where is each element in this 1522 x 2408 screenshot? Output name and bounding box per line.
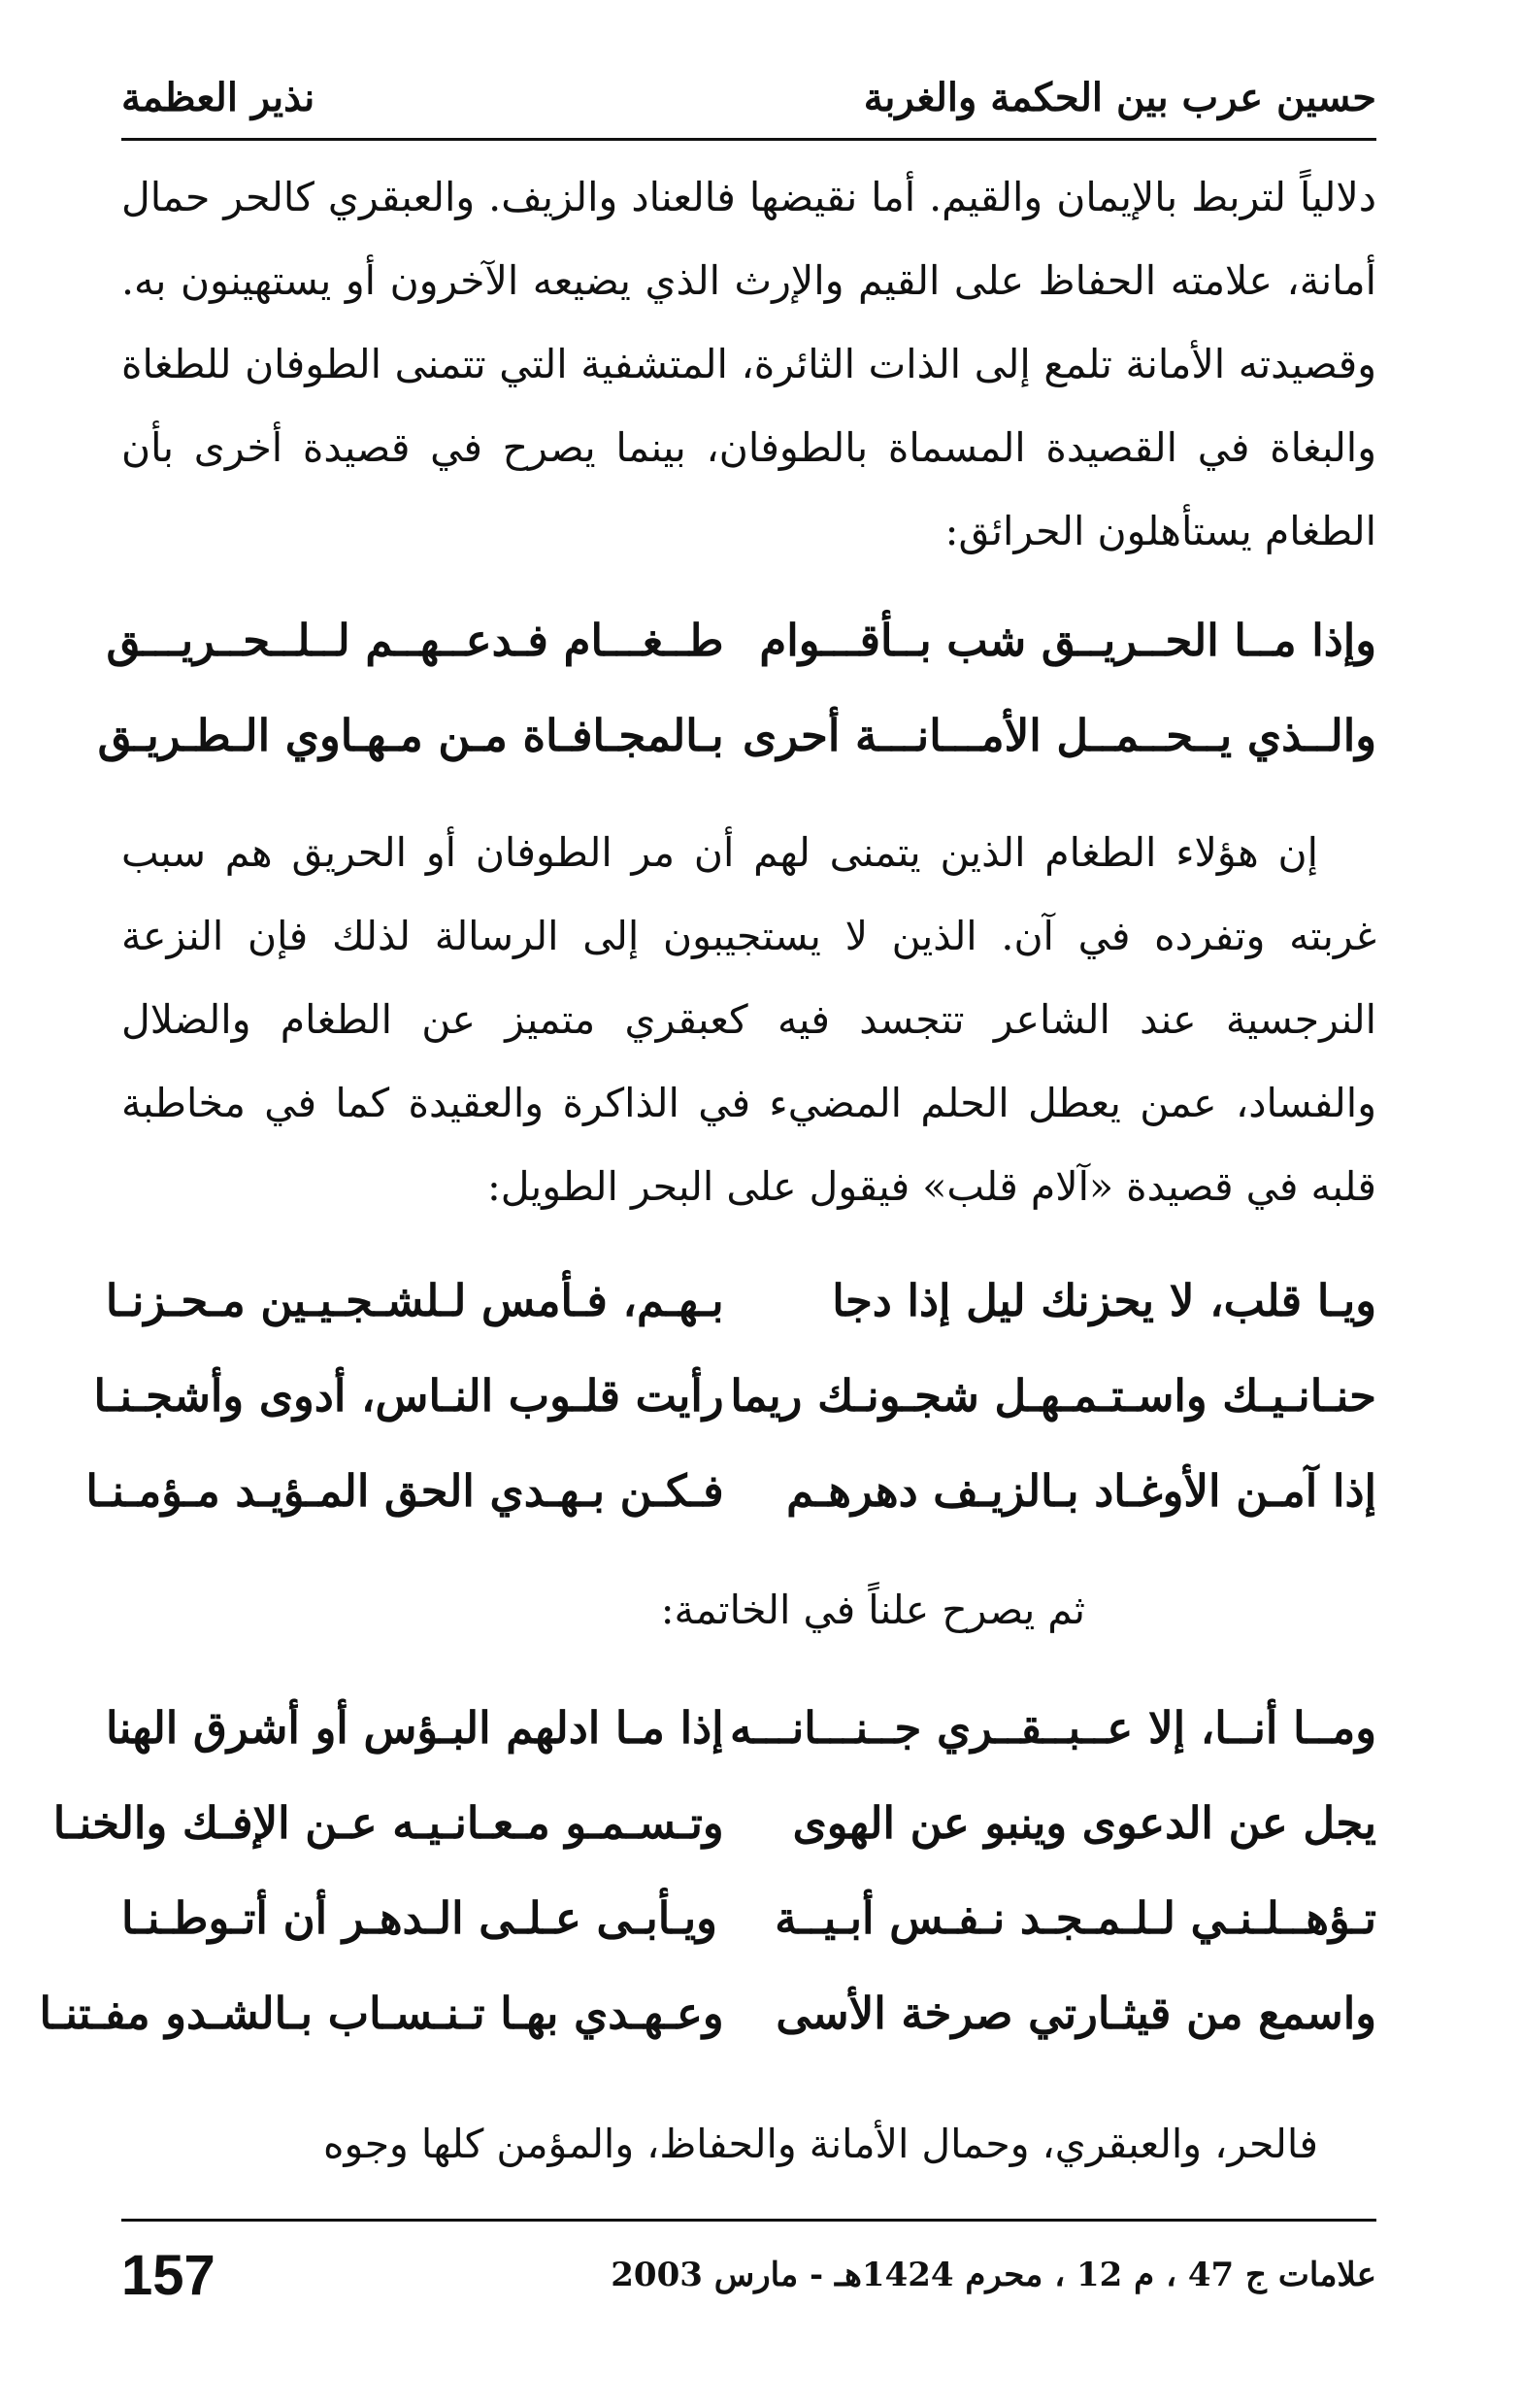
header-book-title: حسين عرب بين الحكمة والغربة (863, 74, 1376, 120)
verse-line (121, 1870, 1376, 1965)
journal-issue: علامات ج 47 ، م 12 ، محرم 1424هـ - مارس 2003 (611, 2256, 1376, 2294)
paragraph-4 (121, 2102, 1376, 2186)
verse-second-hemistich: فـكـن بـهـدي الحق المـؤيـد مـؤمـنـا (85, 1464, 724, 1517)
running-footer (121, 2231, 1376, 2319)
verse-line (85, 1443, 1376, 1538)
paragraph-4-text: فالحر، والعبقري، وحمال الأمانة والحفاظ، والمؤمن كلها وجوه (323, 2121, 1318, 2167)
verse-second-hemistich: وتـسـمـو مـعـانـيـه عـن الإفـك والخنـا (52, 1796, 724, 1849)
footer-rule (121, 2219, 1376, 2222)
header-author: نذير العظمة (121, 74, 315, 120)
verse-first-hemistich: ومــا أنــا، إلا عــبــقــري جــنـــانـــه (730, 1701, 1376, 1754)
verse-first-hemistich: ويـا قلب، لا يحزنك ليل إذا دجا (832, 1274, 1376, 1326)
verse-first-hemistich: واسمع من قيثـارتي صرخة الأسى (776, 1987, 1376, 2039)
verse-first-hemistich: وإذا مــا الحــريــق شب بــأقـــوام (759, 614, 1376, 666)
paragraph-3-text: ثم يصرح علناً في الخاتمة: (660, 1587, 1085, 1633)
verse-line (97, 687, 1376, 783)
paragraph-3 (121, 1568, 1376, 1652)
verse-first-hemistich: إذا آمـن الأوغـاد بـالزيـف دهرهـم (786, 1464, 1376, 1517)
verse-line (39, 1965, 1376, 2060)
paragraph-2 (121, 811, 1376, 1228)
verse-line (106, 1680, 1376, 1775)
verse-first-hemistich: والــذي يــحــمــل الأمـــانـــة أحرى (742, 709, 1376, 761)
paragraph-2-text: إن هؤلاء الطغام الذين يتمنى لهم أن مر الطوفان أو الحريق هم سبب غربته وتفرده في آن. الذين لا يستجيبون إلى الرسالة لذلك فإن النزعة النرجسية عند الشاعر تتجسد فيه كعبقري متميز عن الطغام والضلال والفساد، عمن يعطل الحلم المضيء في الذاكرة والعقيدة كما في مخاطبة قلبه في قصيدة «آلام قلب» فيقول على البحر الطويل: (121, 829, 1376, 1210)
page-number: 157 (121, 2243, 215, 2307)
verse-line (106, 592, 1376, 687)
verse-line (105, 1253, 1376, 1348)
paragraph-1 (121, 155, 1376, 573)
paragraph-1-text: دلالياً لتربط بالإيمان والقيم. أما نقيضها فالعناد والزيف. والعبقري كالحر حمال أمانة، علامته الحفاظ على القيم والإرث الذي يضيعه الآخرون أو يستهينون به. وقصيدته الأمانة تلمع إلى الذات الثائرة، المتشفية التي تتمنى الطوفان للطغاة والبغاة في القصيدة المسماة بالطوفان، بينما يصرح في قصيدة أخرى بأن الطغام يستأهلون الحرائق: (121, 174, 1376, 554)
running-header (121, 58, 1376, 136)
verse-second-hemistich: بـالمجـافـاة مـن مـهـاوي الـطـريـق (97, 709, 724, 761)
verse-line (52, 1775, 1376, 1870)
header-rule (121, 138, 1376, 141)
verse-second-hemistich: بـهـم، فـأمس لـلشـجـيـين مـحـزنـا (105, 1274, 724, 1326)
verse-second-hemistich: إذا مـا ادلهم البـؤس أو أشرق الهنا (106, 1701, 724, 1754)
verse-line (93, 1348, 1376, 1443)
verse-first-hemistich: حنـانـيـك واسـتـمـهـل شجـونـك ريما (730, 1369, 1376, 1421)
verse-group-1 (97, 592, 1376, 783)
verse-second-hemistich: رأيت قلـوب النـاس، أدوى وأشجـنـا (93, 1369, 724, 1421)
verse-second-hemistich: طــغـــام فـدعــهــم لــلــحــريـــق (106, 614, 724, 666)
verse-group-3 (39, 1680, 1376, 2060)
verse-second-hemistich: وعـهـدي بهـا تـنـسـاب بـالشـدو مفـتنـا (39, 1987, 724, 2039)
verse-group-2 (85, 1253, 1376, 1538)
verse-first-hemistich: تـؤهــلـنـي لـلـمـجـد نـفـس أبـيــة (775, 1891, 1376, 1944)
verse-first-hemistich: يجل عن الدعوى وينبو عن الهوى (792, 1796, 1376, 1849)
verse-second-hemistich: ويـأبـى عـلـى الـدهـر أن أتـوطـنـا (121, 1891, 717, 1944)
